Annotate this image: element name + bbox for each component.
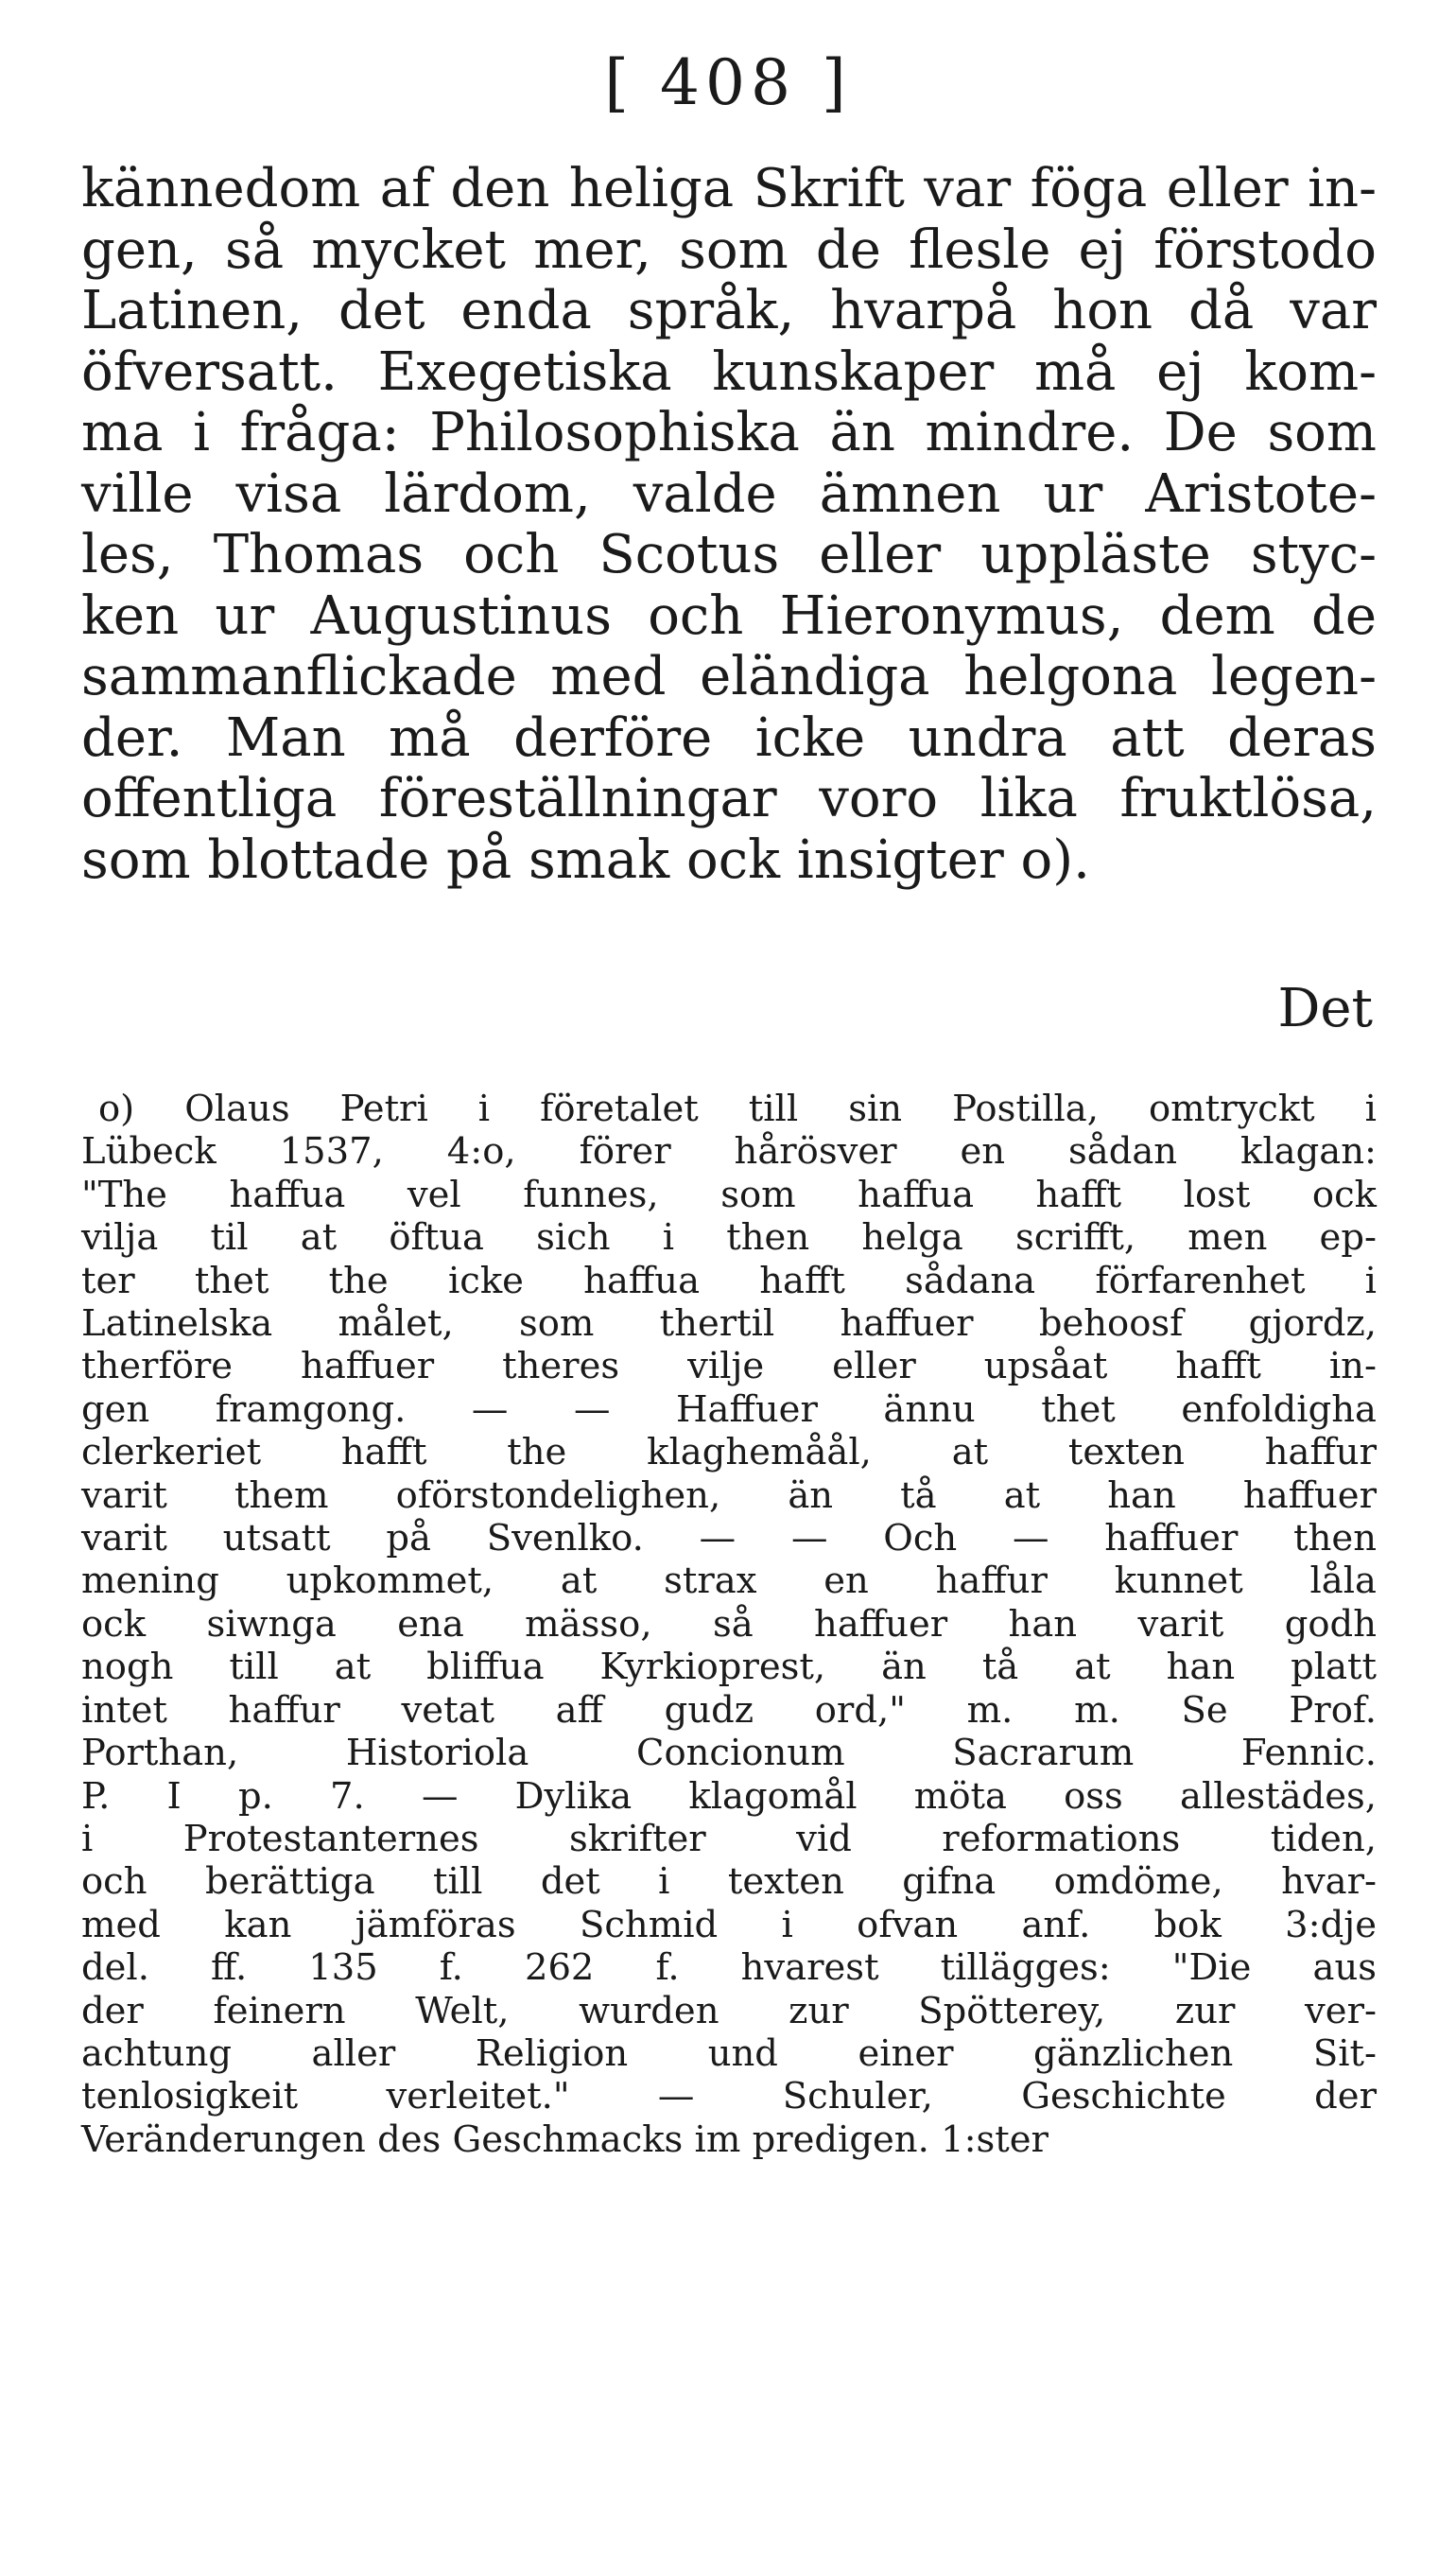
footnote-line: gen framgong. — — Haffuer ännu thet enfoldigha (81, 1387, 1377, 1431)
footnote-line: nogh till at bliffua Kyrkioprest, än tå at han platt (81, 1646, 1377, 1689)
main-text-line: som blottade på smak ock insigter o). (81, 828, 1090, 891)
footnote-line: P. I p. 7. — Dylika klagomål möta oss allestädes, (81, 1774, 1377, 1818)
main-text-line: ville visa lärdom, valde ämnen ur Aristote- (81, 462, 1377, 525)
main-text-line: ken ur Augustinus och Hieronymus, dem de (81, 584, 1377, 647)
footnote-line: "The haffua vel funnes, som haffua hafft lost ock (81, 1173, 1377, 1216)
footnote-line: med kan jämföras Schmid i ofvan anf. bok 3:dje (81, 1903, 1377, 1946)
main-text-line: der. Man må derföre icke undra att deras (81, 706, 1377, 769)
footnote-line: varit them oförstondelighen, än tå at han haffuer (81, 1473, 1377, 1517)
footnote-line: Latinelska målet, som thertil haffuer behoosf gjordz, (81, 1302, 1377, 1346)
page-number: [ 408 ] (604, 46, 852, 119)
footnote-line: intet haffur vetat aff gudz ord," m. m. Se Prof. (81, 1688, 1377, 1732)
footnote-line: tenlosigkeit verleitet." — Schuler, Geschichte der (81, 2075, 1377, 2118)
main-text-block (81, 159, 1377, 891)
catchword: Det (1277, 978, 1373, 1039)
footnote-line: i Protestanternes skrifter vid reformations tiden, (81, 1817, 1377, 1860)
footnote-line: ter thet the icke haffua hafft sådana förfarenhet i (81, 1259, 1377, 1302)
main-text-line: kännedom af den heliga Skrift var föga eller in- (81, 158, 1377, 219)
footnote-line: Porthan, Historiola Concionum Sacrarum Fennic. (81, 1732, 1377, 1775)
main-text-line: Latinen, det enda språk, hvarpå hon då var (81, 280, 1377, 341)
footnote-line: mening upkommet, at strax en haffur kunnet låla (81, 1560, 1377, 1603)
footnote-line: der feinern Welt, wurden zur Spötterey, zur ver- (81, 1989, 1377, 2032)
main-text-line: gen, så mycket mer, som de flesle ej förstodo (81, 218, 1377, 281)
footnote-line: o) Olaus Petri i företalet till sin Postilla, omtryckt i (98, 1088, 1377, 1130)
main-text-line: öfversatt. Exegetiska kunskaper må ej kom- (81, 340, 1377, 403)
footnote-line: Lübeck 1537, 4:o, förer hårösver en sådan klagan: (81, 1130, 1377, 1174)
footnote-line: achtung aller Religion und einer gänzlichen Sit- (81, 2031, 1377, 2075)
main-text-line: ma i fråga: Philosophiska än mindre. De som (81, 402, 1377, 463)
main-text-line: les, Thomas och Scotus eller uppläste styc- (81, 524, 1377, 585)
footnote-line: Veränderungen des Geschmacks im predigen. 1:ster (81, 2118, 1049, 2161)
footnote-line: clerkeriet hafft the klaghemåål, at texten haffur (81, 1431, 1377, 1474)
footnote-block (81, 1088, 1377, 2161)
main-text-line: sammanflickade med eländiga helgona legen- (81, 646, 1377, 707)
footnote-line: och berättiga till det i texten gifna omdöme, hvar- (81, 1860, 1377, 1904)
footnote-line: therföre haffuer theres vilje eller upsåat hafft in- (81, 1345, 1377, 1388)
footnote-line: vilja til at öftua sich i then helga scrifft, men ep- (81, 1216, 1377, 1260)
footnote-line: varit utsatt på Svenlko. — — Och — haffuer then (81, 1517, 1377, 1560)
main-text-line: offentliga föreställningar voro lika fruktlösa, (81, 768, 1377, 829)
footnote-line: del. ff. 135 f. 262 f. hvarest tillägges: "Die aus (81, 1946, 1377, 1990)
footnote-line: ock siwnga ena mässo, så haffuer han varit godh (81, 1602, 1377, 1646)
